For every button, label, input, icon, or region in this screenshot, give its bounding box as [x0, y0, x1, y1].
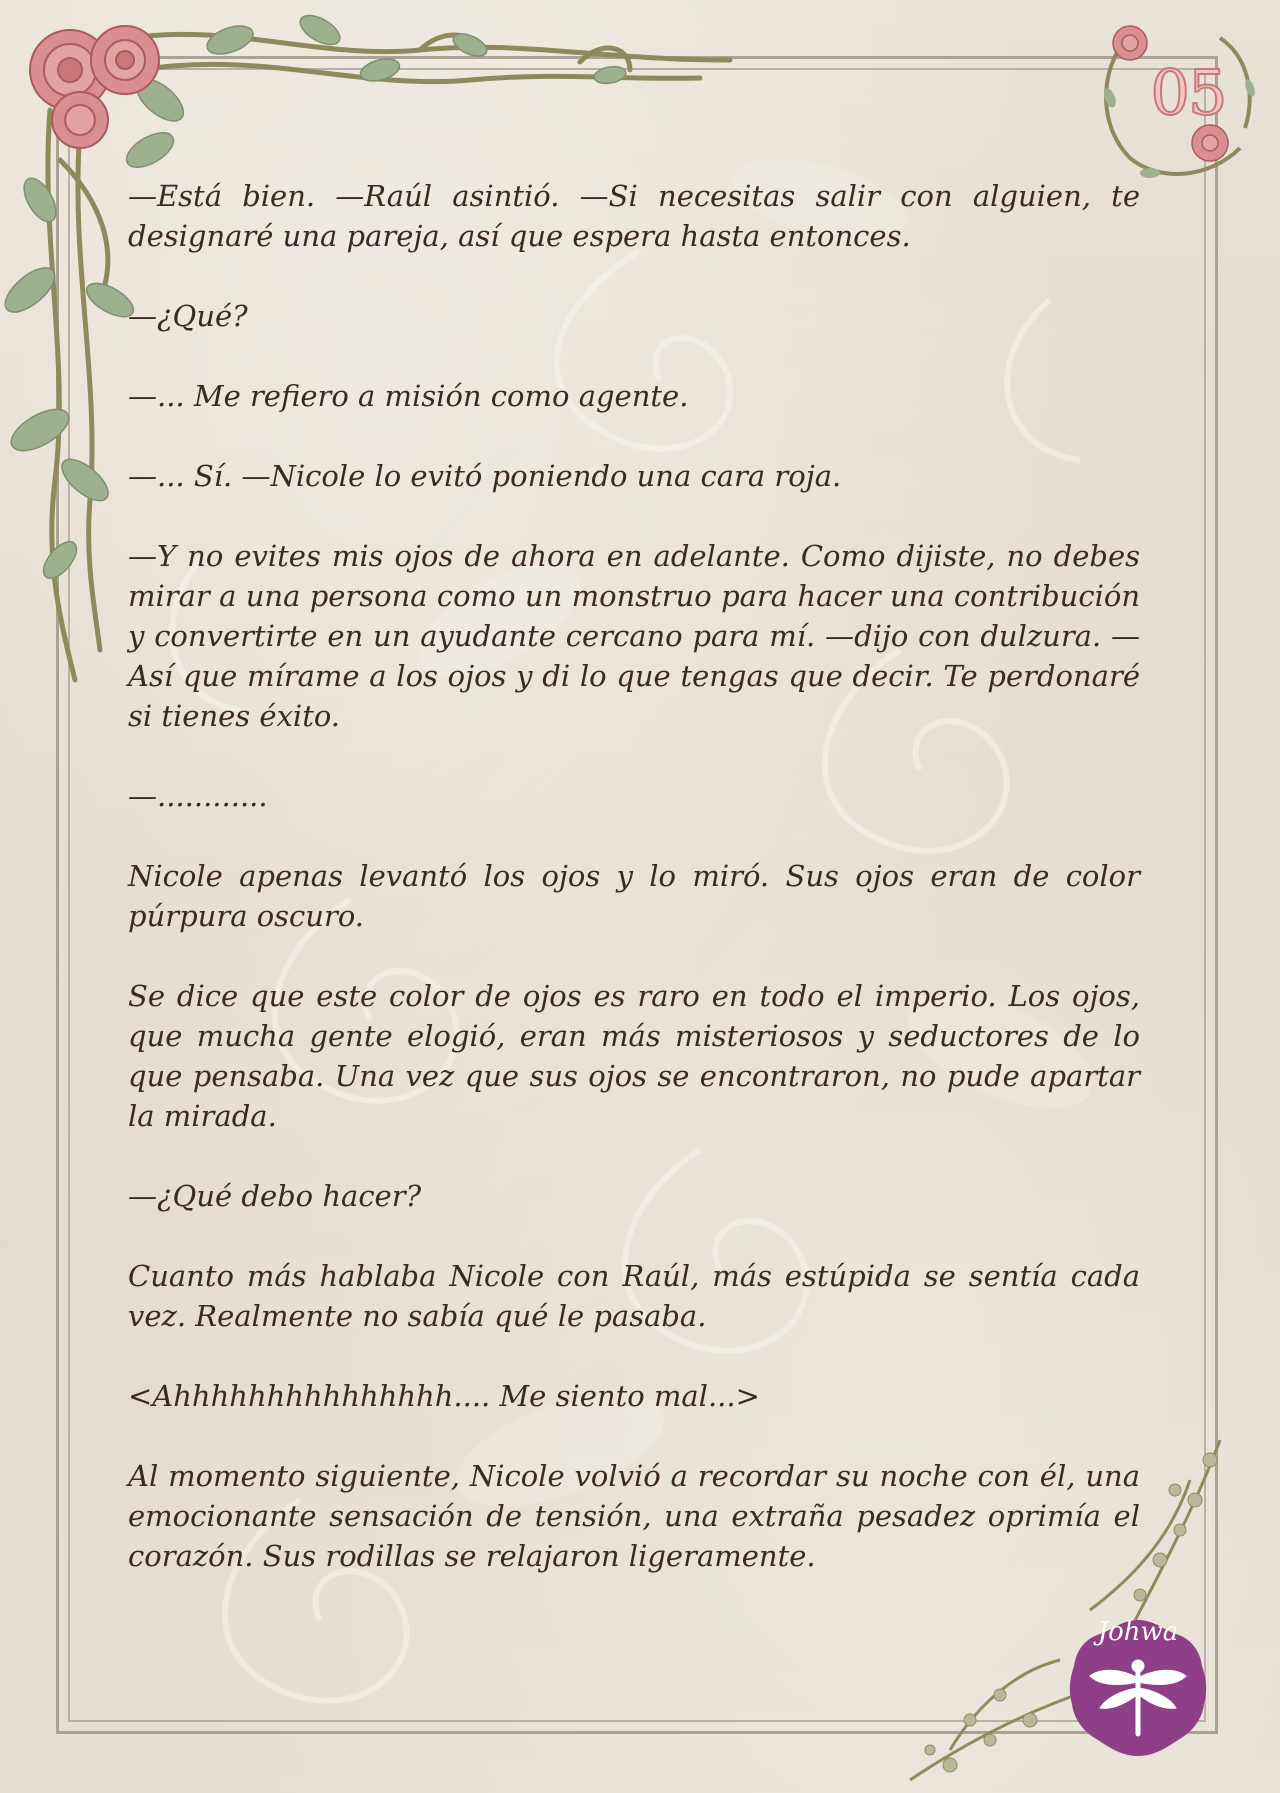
- paragraph: —... Sí. —Nicole lo evitó poniendo una cara roja.: [128, 459, 842, 493]
- paragraph: —Está bien. —Raúl asintió. —Si necesitas salir con alguien, te designaré una pareja, así que espera hasta entonces.: [128, 179, 1140, 253]
- paragraph: <Ahhhhhhhhhhhhhhh.... Me siento mal...>: [128, 1379, 760, 1413]
- paragraph: Nicole apenas levantó los ojos y lo miró. Sus ojos eran de color púrpura oscuro.: [128, 859, 1140, 933]
- paragraph: —............: [128, 779, 268, 813]
- page-number: 05: [1150, 56, 1226, 129]
- paragraph: —¿Qué debo hacer?: [128, 1179, 422, 1213]
- paragraph: —¿Qué?: [128, 299, 248, 333]
- paragraph: Se dice que este color de ojos es raro en todo el imperio. Los ojos, que mucha gente elogió, eran más misteriosos y seductores de lo que pensaba. Una vez que sus ojos se encontraron, no pude apartar la mirada.: [128, 979, 1140, 1133]
- badge-label: Johwa: [1097, 1617, 1179, 1647]
- paragraph: Al momento siguiente, Nicole volvió a recordar su noche con él, una emocionante sensación de tensión, una extraña pesadez oprimía el corazón. Sus rodillas se relajaron ligeramente.: [128, 1459, 1140, 1573]
- paragraph: Cuanto más hablaba Nicole con Raúl, más estúpida se sentía cada vez. Realmente no sabía qué le pasaba.: [128, 1259, 1140, 1333]
- story-text: [128, 176, 1140, 1616]
- paragraph: —Y no evites mis ojos de ahora en adelante. Como dijiste, no debes mirar a una persona como un monstruo para hacer una contribución y convertirte en un ayudante cercano para mí. —dijo con dulzura. —Así que mírame a los ojos y di lo que tengas que decir. Te perdonaré si tienes éxito.: [128, 539, 1140, 733]
- paragraph: —... Me refiero a misión como agente.: [128, 379, 689, 413]
